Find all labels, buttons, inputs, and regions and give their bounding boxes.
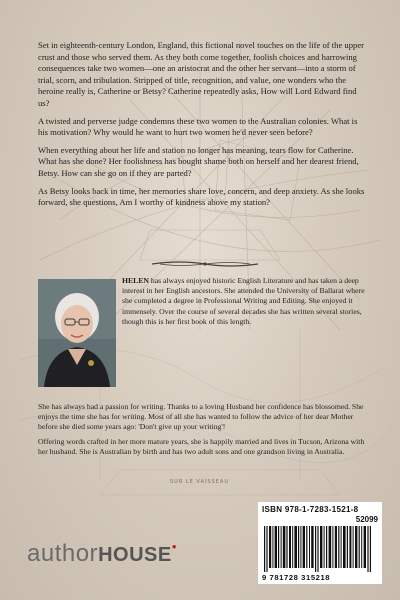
publisher-logo (27, 540, 177, 568)
author-photo (38, 279, 116, 387)
author-bio-paragraph-2: She has always had a passion for writing. Thanks to a loving Husband her confidence has blossomed. She enjoys the time she has for writing. Most of all she has wanted to follow the advice of her dear Mother before she died some years ago: 'Don't give up your writing'! (38, 402, 364, 432)
book-blurb (38, 40, 368, 215)
barcode-digits: 9 781728 315218 (262, 573, 331, 582)
author-bio-paragraph-3: Offering words crafted in her more mature years, she is happily married and lives in Tucson, Arizona with her husband. She is Australian by birth and has two adult sons and one grandson living in Australia. (38, 436, 365, 456)
author-bio-paragraph-1-text: has always enjoyed historic English Literature and has taken a deep interest in her English ancestors. She attended the University of Ballarat where she completed a degree in Professional Writing and Editing. She enjoyed it immensely. Over the course of several decades she has written several stories, though this is her first book of this length. (122, 276, 365, 326)
blurb-paragraph-2: A twisted and perverse judge condemns these two women to the Australian colonies. What is his motivation? Why would he want to hurt two women he'd never seen before? (38, 115, 358, 138)
background-caption: SUR LE VAISSEAU (170, 479, 230, 485)
isbn-label: ISBN 978-1-7283-1521-8 (262, 505, 359, 514)
author-bio-paragraph-1 (122, 276, 368, 327)
barcode-icon (262, 516, 378, 572)
author-portrait-image (38, 279, 116, 387)
publisher-name-author: author (27, 540, 99, 567)
blurb-paragraph-1: Set in eighteenth-century London, England, this fictional novel touches on the life of the upper crust and those who served them. As they both come together, foolish choices and harrowing consequences take two women—one an aristocrat and the other her servant—into a storm of trial, scorn, and tribulation. Stripped of title, recognition, and value, one wonders who the heroine really is, Catherine or Betsy? Catherine repeatedly asks, How will Lord Edward find us? (38, 40, 365, 108)
publisher-dot-icon: ● (171, 542, 178, 551)
price-code: 52099 (355, 515, 378, 524)
divider-ornament (150, 258, 260, 270)
blurb-paragraph-4: As Betsy looks back in time, her memories share love, concern, and deep anxiety. As she looks forward, she questions, Am I worthy of kindness above my station? (38, 185, 365, 208)
author-bio-top (122, 276, 368, 330)
author-name: HELEN (122, 276, 149, 285)
publisher-name-house: HOUSE (98, 544, 172, 566)
author-bio-bottom (38, 402, 368, 461)
isbn-barcode-box (258, 502, 382, 584)
blurb-paragraph-3: When everything about her life and station no longer has meaning, tears flow for Catherine. What has she done? Her foolishness has bought shame both on herself and her dearest friend, Betsy. How can she go on if they are parted? (38, 144, 359, 178)
